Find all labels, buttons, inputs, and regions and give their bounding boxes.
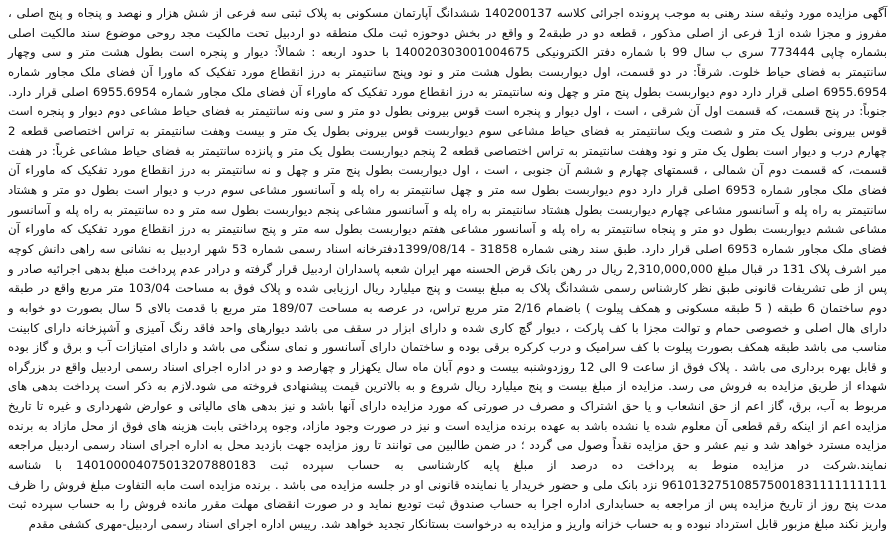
auction-notice-text: آگهی مزایده مورد وثیقه سند رهنی به موجب پرونده اجرائی کلاسه 140200137 ششدانگ آپارتمان مسکونی به پلاک ثبتی سه فرعی از شش هزار و نهصد و پنجاه و پنج اصلی ، مفروز و مجزا شده از1 فرعی از اصلی مذکور ، قطعه دو در طبقه2 و واقع در بخش دوحوزه ثبت ملک منطقه دو اردبیل تحت مالکیت مجد روحی موضوع سند مالکیت اصلی بشماره چاپی 773444 سری ب سال 99 با شماره دفتر الکترونیکی 140020303001004675 با حدود اربعه : شمالاً: دیوار و پنجره است بطول هشت متر و سی وچهار سانتیمتر به فضای حیاط خلوت. شرقاً: در دو قسمت، اول دیواربست بطول هشت متر و نود وپنج سانتیمتر به درز انقطاع مورد تفکیک که ماورا آن فضای ملک مجاور شماره 6955.6954 اصلی قرار دارد دوم دیواربست بطول پنج متر و چهل ونه سانتیمتر به درز انقطاع مورد تفکیک که ماوراء آن فضای ملک مجاور شماره 6955.6954 اصلی قرار دارد. جنوباً: در پنج قسمت، که قسمت اول آن شرقی ، است ، اول دیوار و پنجره است قوس بیرونی بطول دو متر و سی ونه سانتیمتر به فضای حیاط مشاعی دوم دیوار و پنجره است قوس بیرونی بطول یک متر و شصت ویک سانتیمتر به فضای حیاط مشاعی سوم دیواربست قوس بیرونی بطول یک متر و بیست وهفت سانتیمتر به تراس اختصاصی قطعه 2 چهارم درب و دیوار است بطول یک متر و نود وهفت سانتیمتر به تراس اختصاصی قطعه 2 پنجم دیواربست بطول یک متر و پانزده سانتیمتر به فضای حیاط مشاعی غرباً: در هفت قسمت، که قسمت دوم آن شمالی ، قسمتهای چهارم و ششم آن جنوبی ، است ، اول دیواربست بطول پنج متر و چهل و نه سانتیمتر به درز انقطاع مورد تفکیک که ماوراء آن فضای ملک مجاور شماره 6953 اصلی قرار دارد دوم دیواربست بطول سه متر و چهل سانتیمتر به راه پله و آسانسور مشاعی سوم درب و دیوار است بطول دو متر و هشتاد سانتیمتر به راه پله و آسانسور مشاعی چهارم دیواربست بطول هشتاد سانتیمتر به راه پله و آسانسور مشاعی پنجم دیواربست بطول سه متر و ده سانتیمتر به راه پله و آسانسور مشاعی ششم دیواربست بطول دو متر و پنجاه سانتیمتر به راه پله و آسانسور مشاعی هفتم دیواربست بطول سه متر و پنج سانتیمتر به درز انقطاع مورد تفکیک که ماوراء آن فضای ملک مجاور شماره 6953 اصلی قرار دارد. طبق سند رهنی شماره 31858 - 1399/08/14دفترخانه اسناد رسمی شماره 53 شهر اردبیل به نشانی سه راهی دانش کوچه میر اشرف پلاک 131 در قبال مبلغ 2,310,000,000 ریال در رهن بانک قرض الحسنه مهر ایران شعبه پاسداران اردبیل قرار گرفته و درادر عدم پرداخت مبلغ بدهی اجرائیه صادر و پس از طی تشریفات قانونی طبق نظر کارشناس رسمی ششدانگ پلاک به مبلغ بیست و پنج میلیارد ریال ارزیابی شده و پلاک فوق به مساحت 103/04 متر مربع واقع در طبقه دوم ساختمان 6 طبقه ( 5 طبقه مسکونی و همکف پیلوت ) باضمام 2/16 متر مربع تراس، در عرصه به مساحت 189/07 متر مربع با قدمت بالای 5 سال بصورت دو خوابه و دارای هال اصلی و خصوصی حمام و توالت مجزا با کف پارکت ، دیوار گچ کاری شده و دارای ابزار در سقف می باشد دیوارهای واحد فاقد رنگ آمیزی و آشپزخانه دارای کابینت مناسب می باشد طبقه همکف بصورت پیلوت با کف سرامیک و درب کرکره برقی بوده و ساختمان دارای آسانسور و نمای سنگی می باشد و دارای امتیازات آب و برق و گاز بوده و قابل بهره برداری می باشد . پلاک فوق از ساعت 9 الی 12 روزدوشنبه بیست و دوم آبان ماه سال یکهزار و چهارصد و دو در اداره اجرای اسناد رسمی اردبیل واقع در بزرگراه شهداء از طریق مزایده به فروش می رسد. مزایده از مبلغ بیست و پنج میلیارد ریال شروع و به بالاترین قیمت پیشنهادی فروخته می شود.لازم به ذکر است پرداخت بدهی های مربوط به آب، برق، گاز اعم از حق انشعاب و یا حق اشتراک و مصرف در صورتی که مورد مزایده دارای آنها باشد و نیز بدهی های مالیاتی و عوارض شهرداری و غیره تا تاریخ مزایده اعم از اینکه رقم قطعی آن معلوم شده یا نشده باشد به عهده برنده مزایده است و نیز در صورت وجود مازاد، وجوه پرداختی بابت هزینه های فوق از محل مازاد به برنده مزایده مسترد خواهد شد و نیم عشر و حق مزایده نقداً وصول می گردد ؛ در ضمن طالبین می توانند تا روز مزایده جهت بازدید محل به اداره اجرای اسناد رسمی اردبیل مراجعه نمایند.شرکت در مزایده منوط به پرداخت ده درصد از مبلغ پایه کارشناسی به حساب سپرده ثبت 140100004075013207880183 با شناسه 961013275108575001831111111111 نزد بانک ملی و حضور خریدار یا نماینده قانونی او در جلسه مزایده می باشد . برنده مزایده است مابه التفاوت مبلغ فروش را ظرف مدت پنج روز از تاریخ مزایده پس از مراجعه به حسابداری اداره اجرا به حساب صندوق ثبت تودیع نماید و در صورت انقضای مهلت مقرر مانده فروش را به حساب سپرده ثبت واریز نکند مبلغ مزبور قابل استرداد نبوده و به حساب خزانه واریز و مزایده به درخواست بستانکار تجدید خواهد شد. رییس اداره اجرای اسناد رسمی اردبیل-مهری کشفی مقدم: [8, 6, 888, 532]
